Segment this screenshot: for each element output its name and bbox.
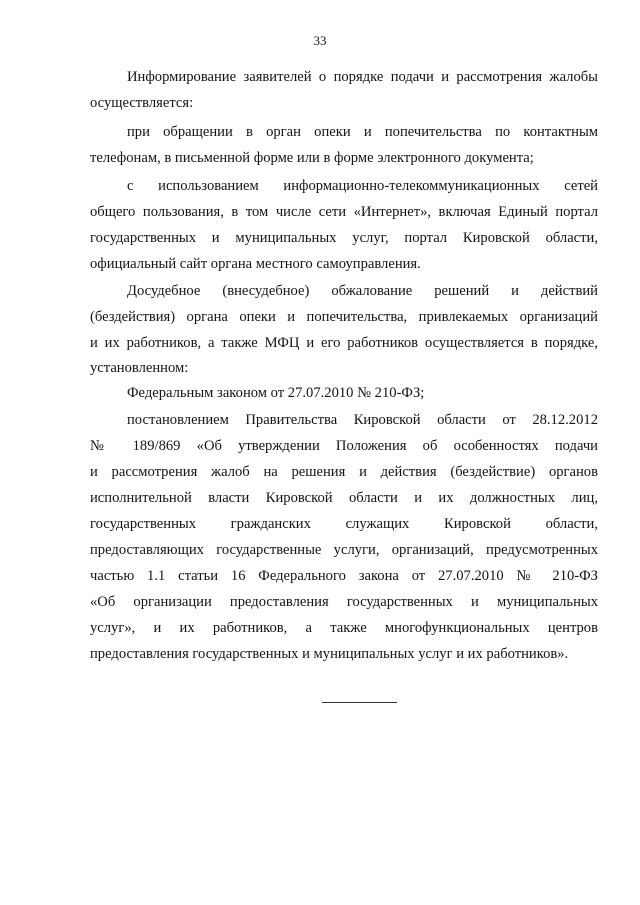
text-line: Досудебное (внесудебное) обжалование решений и действий bbox=[127, 283, 598, 299]
text-line: постановлением Правительства Кировской области от 28.12.2012 bbox=[127, 412, 598, 428]
text-line: предоставления государственных и муниципальных услуг и их работников». bbox=[90, 646, 569, 662]
text-line: и их работников, а также МФЦ и его работников осуществляется в порядке, bbox=[90, 335, 598, 351]
text-line: (бездействия) органа опеки и попечительства, привлекаемых организаций bbox=[90, 309, 598, 325]
text-line: государственных и муниципальных услуг, портал Кировской области, bbox=[90, 230, 598, 246]
text-line: установленном: bbox=[90, 360, 189, 376]
text-line: с использованием информационно-телекоммуникационных сетей bbox=[127, 178, 598, 194]
text-line: государственных гражданских служащих Кировской области, bbox=[90, 516, 598, 532]
page-number: 33 bbox=[313, 33, 327, 48]
text-line: и рассмотрения жалоб на решения и действия (бездействие) органов bbox=[90, 464, 598, 480]
text-line: общего пользования, в том числе сети «Интернет», включая Единый портал bbox=[90, 204, 598, 220]
text-line: телефонам, в письменной форме или в форме электронного документа; bbox=[90, 150, 534, 166]
text-line: предоставляющих государственные услуги, организаций, предусмотренных bbox=[90, 542, 598, 558]
text-line: исполнительной власти Кировской области и их должностных лиц, bbox=[90, 490, 598, 506]
text-line: Информирование заявителей о порядке подачи и рассмотрения жалобы bbox=[127, 69, 598, 85]
text-line: осуществляется: bbox=[90, 95, 194, 111]
text-line: частью 1.1 статьи 16 Федерального закона от 27.07.2010 № 210-ФЗ bbox=[90, 568, 598, 584]
end-separator-line bbox=[322, 702, 397, 703]
text-line: Федеральным законом от 27.07.2010 № 210-ФЗ; bbox=[127, 385, 425, 401]
text-line: «Об организации предоставления государственных и муниципальных bbox=[90, 594, 598, 610]
text-line: услуг», и их работников, а также многофункциональных центров bbox=[90, 620, 598, 636]
text-line: при обращении в орган опеки и попечительства по контактным bbox=[127, 124, 598, 140]
text-line: официальный сайт органа местного самоуправления. bbox=[90, 256, 421, 272]
text-line: № 189/869 «Об утверждении Положения об особенностях подачи bbox=[90, 438, 598, 454]
